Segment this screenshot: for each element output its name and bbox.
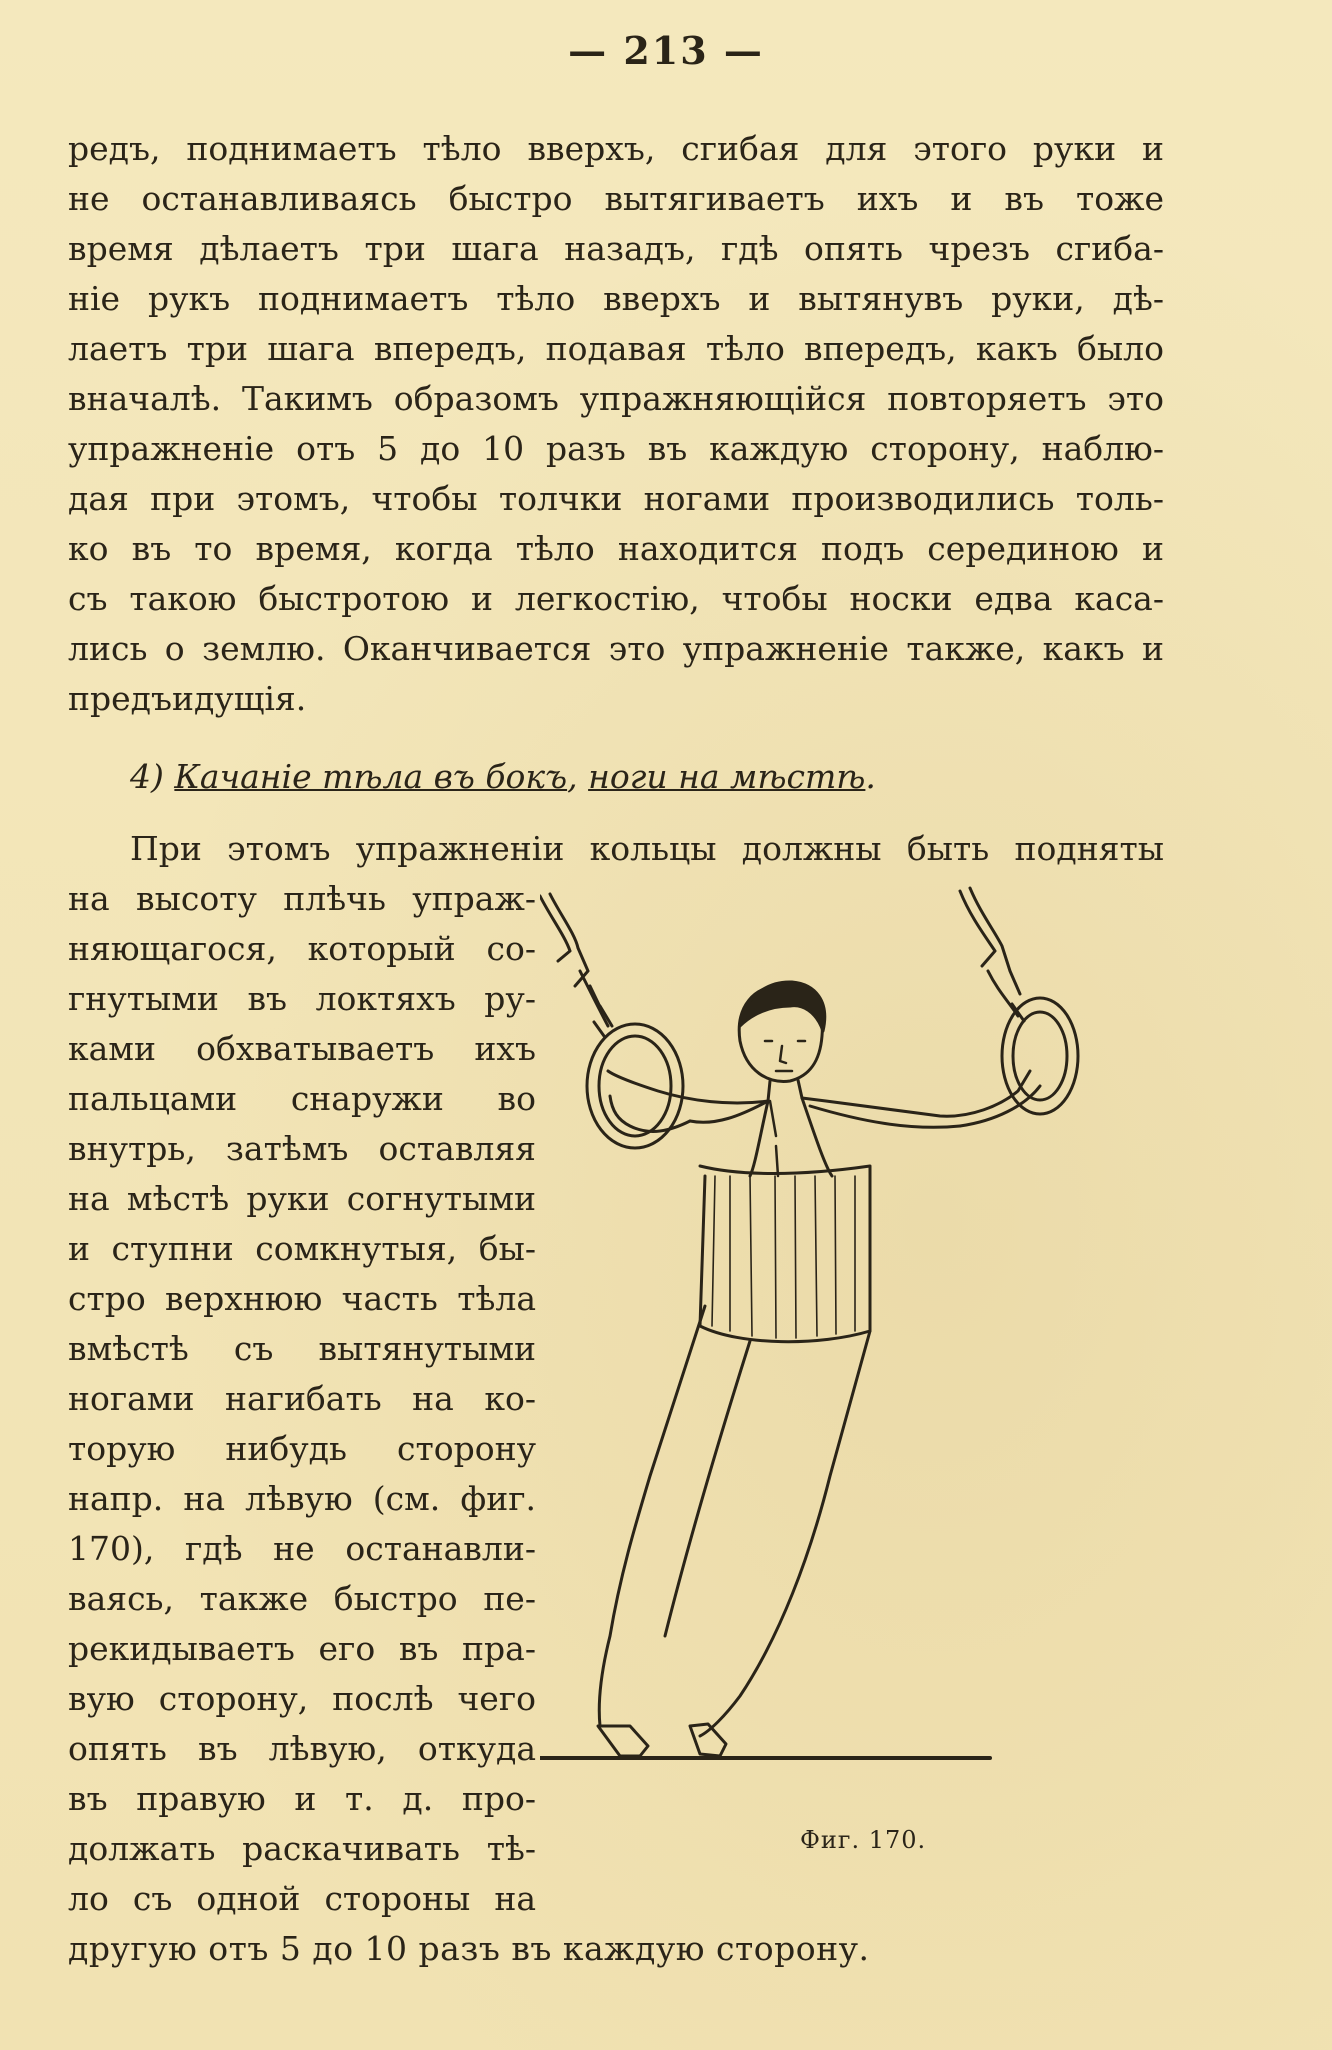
text-line: При этомъ упражненіи кольцы должны быть подняты xyxy=(130,829,1164,868)
text-line: ніе рукъ поднимаетъ тѣло вверхъ и вытянувъ руки, дѣ- xyxy=(68,279,1164,318)
text-line: другую отъ 5 до 10 разъ въ каждую сторону. xyxy=(68,1929,870,1968)
text-line: время дѣлаетъ три шага назадъ, гдѣ опять чрезъ сгиба- xyxy=(68,229,1164,268)
section-heading xyxy=(130,752,876,802)
right-rope xyxy=(960,888,1024,1021)
heading-comma: , xyxy=(567,757,578,796)
text-line: должать раскачивать тѣ- xyxy=(68,1829,536,1868)
text-line: съ такою быстротою и легкостію, чтобы носки едва каса- xyxy=(68,579,1164,618)
text-line: гнутыми въ локтяхъ ру- xyxy=(68,979,536,1018)
text-line: упражненіе отъ 5 до 10 разъ въ каждую сторону, наблю- xyxy=(68,429,1164,468)
text-line: на мѣстѣ руки согнутыми xyxy=(68,1179,536,1218)
heading-subtitle: ноги на мѣстѣ xyxy=(588,757,866,796)
page-number: — 213 — xyxy=(568,28,764,73)
text-line: торую нибудь сторону xyxy=(68,1429,536,1468)
text-line: и ступни сомкнутыя, бы- xyxy=(68,1229,536,1268)
text-line: ваясь, также быстро пе- xyxy=(68,1579,536,1618)
figure-caption: Фиг. 170. xyxy=(800,1826,927,1854)
left-ring-inner xyxy=(599,1036,671,1136)
heading-period: . xyxy=(865,757,876,796)
text-line: напр. на лѣвую (см. фиг. xyxy=(68,1479,536,1518)
text-line: рекидываетъ его въ пра- xyxy=(68,1629,536,1668)
text-line: вмѣстѣ съ вытянутыми xyxy=(68,1329,536,1368)
right-foot xyxy=(690,1724,726,1756)
text-line: няющагося, который со- xyxy=(68,929,536,968)
left-rope xyxy=(540,894,612,1036)
text-line: 170), гдѣ не останавли- xyxy=(68,1529,536,1568)
figure-170-illustration xyxy=(540,876,1140,1826)
text-line: внутрь, затѣмъ оставляя xyxy=(68,1129,536,1168)
text-line: на высоту плѣчь упраж- xyxy=(68,879,536,918)
text-line: стро верхнюю часть тѣла xyxy=(68,1279,536,1318)
heading-number: 4) xyxy=(130,757,164,796)
hair xyxy=(740,982,825,1031)
text-line: лаетъ три шага впередъ, подавая тѣло впередъ, какъ было xyxy=(68,329,1164,368)
heading-title: Качаніе тѣла въ бокъ xyxy=(174,757,568,796)
text-line: предъидущія. xyxy=(68,679,307,718)
text-line: не останавливаясь быстро вытягиваетъ ихъ и въ тоже xyxy=(68,179,1164,218)
gymnast-figure xyxy=(540,982,1040,1758)
text-line: вначалѣ. Такимъ образомъ упражняющійся повторяетъ это xyxy=(68,379,1164,418)
text-line: дая при этомъ, чтобы толчки ногами производились толь- xyxy=(68,479,1164,518)
text-line: ногами нагибать на ко- xyxy=(68,1379,536,1418)
text-line: ко въ то время, когда тѣло находится подъ серединою и xyxy=(68,529,1164,568)
left-foot xyxy=(598,1726,648,1756)
text-line: лись о землю. Оканчивается это упражненіе также, какъ и xyxy=(68,629,1164,668)
text-line: ло съ одной стороны на xyxy=(68,1879,536,1918)
text-line: редъ, поднимаетъ тѣло вверхъ, сгибая для этого руки и xyxy=(68,129,1164,168)
text-line: ками обхватываетъ ихъ xyxy=(68,1029,536,1068)
text-line: пальцами снаружи во xyxy=(68,1079,536,1118)
text-line: вую сторону, послѣ чего xyxy=(68,1679,536,1718)
text-line: опять въ лѣвую, откуда xyxy=(68,1729,536,1768)
text-line: въ правую и т. д. про- xyxy=(68,1779,536,1818)
